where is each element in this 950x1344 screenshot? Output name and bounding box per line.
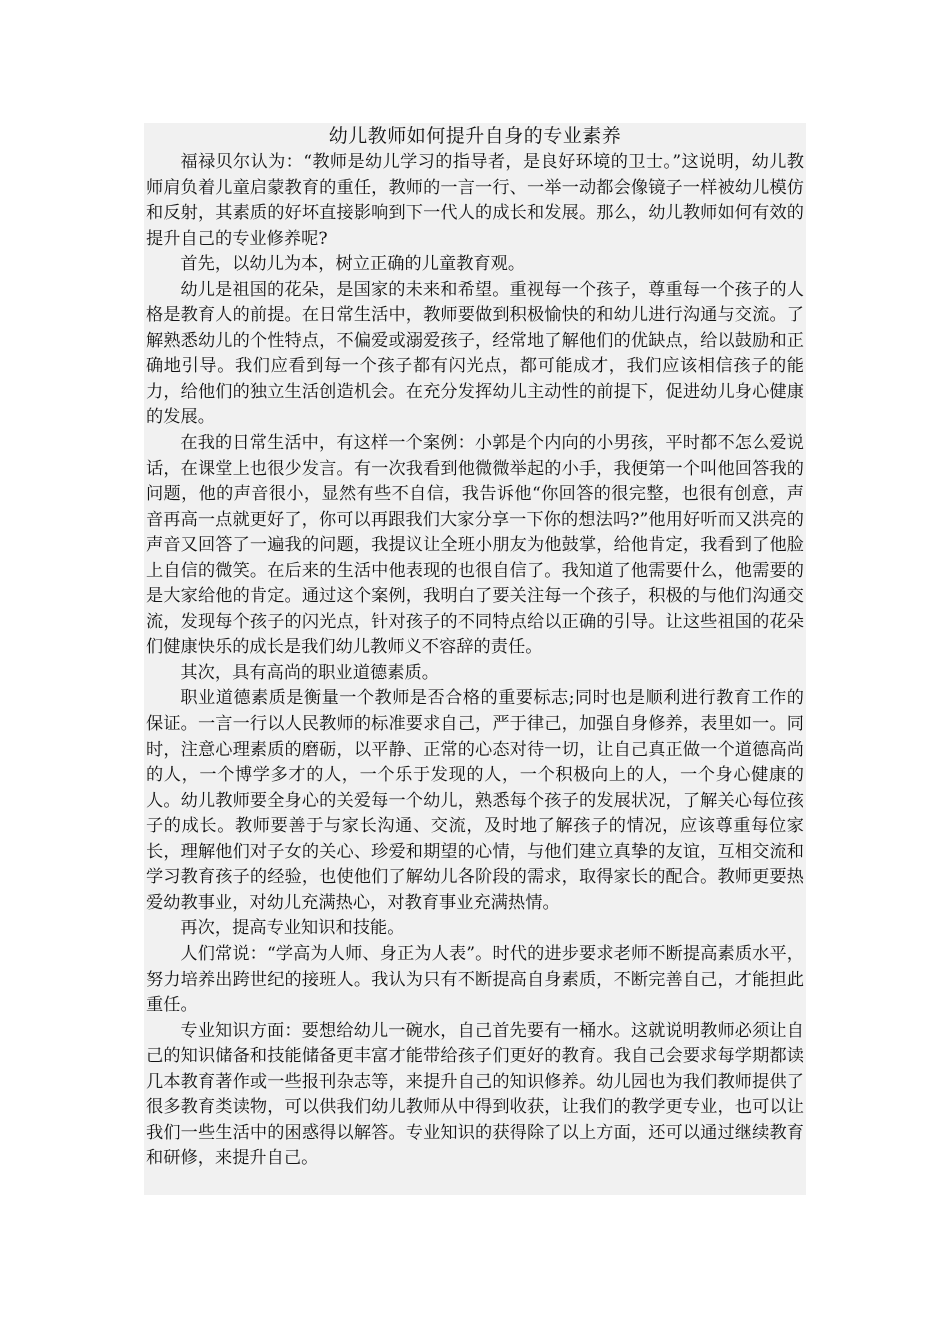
document-title: 幼儿教师如何提升自身的专业素养 xyxy=(328,125,622,147)
paragraph-professional-ethics: 职业道德素质是衡量一个教师是否合格的重要标志;同时也是顺利进行教育工作的保证。一言一行以人民教师的标准要求自己，严于律己，加强自身修养，表里如一。同时，注意心理素质的磨砺，以平静、正常的心态对待一切，让自己真正做一个道德高尚的人，一个博学多才的人，一个乐于发现的人，一个积极向上的人，一个身心健康的人。幼儿教师要全身心的关爱每一个幼儿，熟悉每个孩子的发展状况，了解关心每位孩子的成长。教师要善于与家长沟通、交流，及时地了解孩子的情况，应该尊重每位家长，理解他们对子女的关心、珍爱和期望的心情，与他们建立真挚的友谊，互相交流和学习教育孩子的经验，也使他们了解幼儿各阶段的需求，取得家长的配合。教师更要热爱幼教事业，对幼儿充满热心，对教育事业充满热情。 xyxy=(146,688,804,913)
paragraph-children-future: 幼儿是祖国的花朵，是国家的未来和希望。重视每一个孩子，尊重每一个孩子的人格是教育人的前提。在日常生活中，教师要做到积极愉快的和幼儿进行沟通与交流。了解熟悉幼儿的个性特点，不偏爱或溺爱孩子，经常地了解他们的优缺点，给以鼓励和正确地引导。我们应看到每一个孩子都有闪光点，都可能成才，我们应该相信孩子的能力，给他们的独立生活创造机会。在充分发挥幼儿主动性的前提下，促进幼儿身心健康的发展。 xyxy=(146,279,804,428)
paragraph-teacher-model: 人们常说：“学高为人师、身正为人表”。时代的进步要求老师不断提高素质水平，努力培养出跨世纪的接班人。我认为只有不断提高自身素质，不断完善自己，才能担此重任。 xyxy=(146,943,804,1016)
paragraph-professional-knowledge: 专业知识方面：要想给幼儿一碗水，自己首先要有一桶水。这就说明教师必须让自己的知识储备和技能储备更丰富才能带给孩子们更好的教育。我自己会要求每学期都读几本教育著作或一些报刊杂志等，来提升自己的知识修养。幼儿园也为我们教师提供了很多教育类读物，可以供我们幼儿教师从中得到收获，让我们的教学更专业，也可以让我们一些生活中的困惑得以解答。专业知识的获得除了以上方面，还可以通过继续教育和研修，来提升自己。 xyxy=(146,1020,804,1169)
paragraph-case-study: 在我的日常生活中，有这样一个案例：小郭是个内向的小男孩，平时都不怎么爱说话，在课堂上也很少发言。有一次我看到他微微举起的小手，我便第一个叫他回答我的问题，他的声音很小，显然有些不自信，我告诉他“你回答的很完整，也很有创意，声音再高一点就更好了，你可以再跟我们大家分享一下你的想法吗?”他用好听而又洪亮的声音又回答了一遍我的问题，我提议让全班小朋友为他鼓掌，给他肯定，我看到了他脸上自信的微笑。在后来的生活中他表现的也很自信了。我知道了他需要什么，他需要的是大家给他的肯定。通过这个案例，我明白了要关注每一个孩子，积极的与他们沟通交流，发现每个孩子的闪光点，针对孩子的不同特点给以正确的引导。让这些祖国的花朵们健康快乐的成长是我们幼儿教师义不容辞的责任。 xyxy=(146,433,804,658)
paragraph-intro: 福禄贝尔认为：“教师是幼儿学习的指导者，是良好环境的卫士。”这说明，幼儿教师肩负着儿童启蒙教育的重任，教师的一言一行、一举一动都会像镜子一样被幼儿模仿和反射，其素质的好坏直接影响到下一代人的成长和发展。那么，幼儿教师如何有效的提升自己的专业修养呢? xyxy=(146,152,804,249)
paragraph-heading-third: 再次，提高专业知识和技能。 xyxy=(180,918,405,939)
paragraph-heading-second: 其次，具有高尚的职业道德素质。 xyxy=(180,662,439,683)
paragraph-heading-first: 首先，以幼儿为本，树立正确的儿童教育观。 xyxy=(180,254,526,275)
document-body xyxy=(144,123,806,1195)
